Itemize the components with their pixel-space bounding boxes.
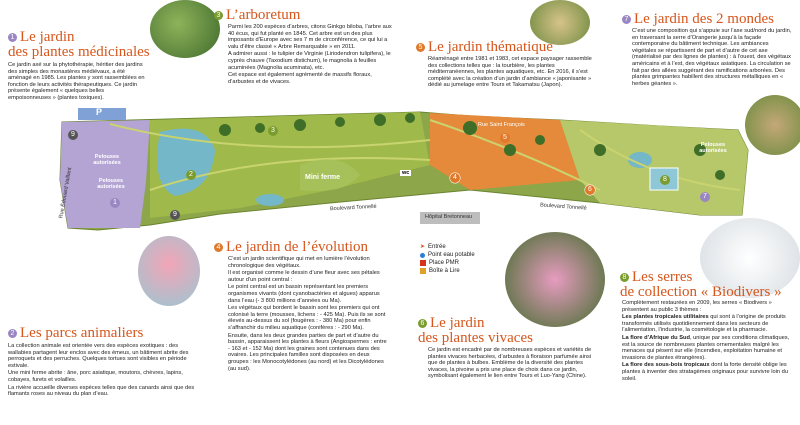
section-1-body: Ce jardin axé sur la phytothérapie, héritier des jardins des simples des monastères médiévaux, a été aménagé en 1985. Les plantes y sont rassemblées en fonction de leurs activités thérapeutiques. Ce jardin présente également « quelques belles empoisonneuses » (plantes toxiques).: [8, 62, 145, 101]
section-5-title: 5 Le jardin thématique: [416, 40, 553, 55]
tree: [715, 170, 725, 180]
section-5-body: Réaménagé entre 1981 et 1983, cet espace paysager rassemble des collections telles que : la tourbière, les plantes méditerranéennes, les plantes aquatiques, etc. En 2016, il s’est complété avec la création d’un jardin d’ambiance « japonisante » dédié au jumelage entre Tours et Takamatsu (Japon).: [428, 56, 592, 89]
tree: [504, 144, 516, 156]
section-number: 2: [8, 329, 17, 338]
legend-water: Point eau potable: [420, 251, 475, 259]
wc-label: wc: [402, 170, 410, 176]
photo-peonies: [505, 232, 605, 327]
tree: [405, 113, 415, 123]
map-marker-9[interactable]: 9: [68, 130, 78, 140]
tree: [219, 124, 231, 136]
section-number: 5: [416, 43, 425, 52]
legend-book: Boîte à Lire: [420, 267, 475, 275]
section-4-title: 4 Le jardin de l’évolution: [214, 240, 368, 255]
tree: [335, 117, 345, 127]
parking-label: P: [96, 107, 103, 117]
map-marker-6[interactable]: 6: [585, 185, 595, 195]
map-marker-9b[interactable]: 9: [170, 210, 180, 220]
lawn-label: Pelouses autorisées: [699, 142, 727, 154]
section-1-title: 1 Le jardin des plantes médicinales: [8, 29, 150, 60]
section-7-title: 7 Le jardin des 2 mondes: [622, 12, 774, 27]
map-marker-2[interactable]: 2: [186, 170, 196, 180]
lawn-label: Pelouses autorisées: [93, 154, 121, 166]
section-number: 1: [8, 33, 17, 42]
section-6-title: 6 Le jardin des plantes vivaces: [418, 315, 533, 346]
book-box-icon: [420, 268, 426, 274]
tree: [255, 123, 265, 133]
tree: [463, 121, 477, 135]
legend-entry: ➤ Entrée: [420, 244, 446, 250]
map-marker-1[interactable]: 1: [110, 198, 120, 208]
hospital-label: Hôpital Bretonneau: [425, 214, 473, 220]
section-number: 4: [214, 243, 223, 252]
map-marker-5[interactable]: 5: [500, 133, 510, 143]
photo-two-worlds: [745, 95, 800, 155]
street-label: Rue Édouard Vaillant: [58, 167, 74, 219]
map-marker-7[interactable]: 7: [700, 192, 710, 202]
map-marker-8[interactable]: 8: [660, 175, 670, 185]
pond: [256, 194, 284, 206]
entrance-icon: ➤: [420, 244, 426, 250]
section-2-body: La collection animale est orientée vers des espèces exotiques : des wallabies partagent leur enclos avec des émeus, un bâtiment abrite des perroquets et des perruches. Quelques tortues sont visibles en période estivale. Une mini ferme abrite : âne, porc asiatique, moutons, chèvres, lapins, cobayes, furets et volailles. La rivière accueille diverses espèces telles que des canards ainsi que des flamants roses au niveau du plan d’eau.: [8, 343, 195, 398]
section-number: 7: [622, 15, 631, 24]
section-8-title: 8 Les serres de collection « Biodivers »: [620, 269, 782, 300]
lawn-label: Pelouses autorisées: [97, 178, 125, 190]
boulevard-label: Boulevard Tonnellé: [329, 203, 377, 213]
accessible-parking-icon: [420, 260, 426, 266]
mini-farm-label: Mini ferme: [305, 174, 341, 181]
section-7-body: C’est une composition qui s’appuie sur l’axe sud/nord du jardin, en traversant la serre d’Orangerie jusqu’à la façade contemporaine du bâtiment technique. Les ambiances végétales se répartissent de part et d’autre de cet axe (matérialisé par des lignes de plantes) : à l’ouest, des végétaux américains et à l’est, des végétaux asiatiques. La circulation se fait par des allées suggérant des ramifications arborées. Des plantes grimpantes habillent des structures métalliques en « herbes géantes ».: [632, 28, 792, 87]
tree: [294, 119, 306, 131]
tree: [594, 144, 606, 156]
section-number: 6: [418, 319, 427, 328]
section-8-body: Complètement restaurées en 2009, les serres « Biodivers » présentent au public 3 thèmes : Les plantes tropicales utilitaires qui sont à l’origine de produits transformés utilisés quotidiennement dans les secteurs de l’alimentation, l’industrie, la cosmétologie et la pharmacie. La flore d’Afrique du Sud, unique par ses conditions climatiques, est la source de nombreuses plantes ornementales malgré les menaces qui pèsent sur elle (incendies, exploitation humaine et invasions de plantes étrangères). La flore des sous-bois tropicaux dont la forte densité oblige les plantes à inventer des stratagèmes originaux pour survivre loin du soleil.: [622, 300, 790, 382]
section-3-body: Parmi les 200 espèces d’arbres, citons Ginkgo biloba, l’arbre aux 40 écus, qui fut planté en 1845. Cet arbre est un des plus imposants d’Europe avec ses 7 m de circonférence, ce qui lui a valu d’être classé « Arbre Remarquable » en 2011. A admirer aussi : le tulipier de Virginie (Liriodendron tulipifera), le cyprès chauve (Taxodium distichum), le magnolia à feuilles acuminées (Magnolia acuminata), etc. Cet espace est également agrémenté de massifs floraux, d’arbustes et de vivaces.: [228, 24, 392, 85]
boulevard-label: Boulevard Tonnellé: [539, 202, 587, 212]
section-2-title: 2 Les parcs animaliers: [8, 326, 143, 341]
tree: [535, 135, 545, 145]
section-number: 8: [620, 273, 629, 282]
legend-pmr: Place PMR: [420, 259, 475, 267]
water-drop-icon: [420, 253, 425, 258]
map-marker-3[interactable]: 3: [268, 126, 278, 136]
photo-arboretum: [150, 0, 220, 58]
photo-flamingos: [138, 236, 200, 306]
map-legend: [420, 243, 475, 275]
tree: [374, 114, 386, 126]
section-6-body: Ce jardin est encadré par de nombreuses espèces et variétés de plantes vivaces herbacées, d’arbustes à floraison parfumée ainsi que de plantes à bulbes. Emblème de la diversité des plantes vivaces, la pivoine a pris une place de choix dans ce jardin, symbolisant également le lien entre Tours et Luo-Yang (Chine).: [428, 347, 592, 380]
map-marker-4[interactable]: 4: [450, 173, 460, 183]
street-label: Rue Saint François: [478, 122, 525, 128]
section-3-title: 3 L’arboretum: [214, 8, 300, 23]
section-4-body: C’est un jardin scientifique qui met en lumière l’évolution chronologique des végétaux. Il est organisé comme le dessin d’une fleur avec ses pétales autour d’un point central : Le point central est un bassin représentant les premiers organismes vivants (dont cyanobactéries et algues) apparus dans l’eau (- 3 800 millions d’années ou Ma). Les végétaux qui bordent le bassin sont les premiers qui ont colonisé la terre (mousses, lichens : - 425 Ma). Puis ils se sont élevés au-dessus du sol (fougères : - 380 Ma) pour enfin s’affranchir du milieu aquatique (conifères : - 290 Ma). Ensuite, dans les deux grandes parties de part et d’autre du bassin, apparaissent les plantes à fleurs (Angiospermes : entre - 163 et - 152 Ma) dont les graines sont contenues dans des ovaires. Les principales familles sont disposées en deux groupes : les Monocotylédones (au nord) et les Dicotylédones (au sud).: [228, 256, 387, 372]
section-number: 3: [214, 11, 223, 20]
